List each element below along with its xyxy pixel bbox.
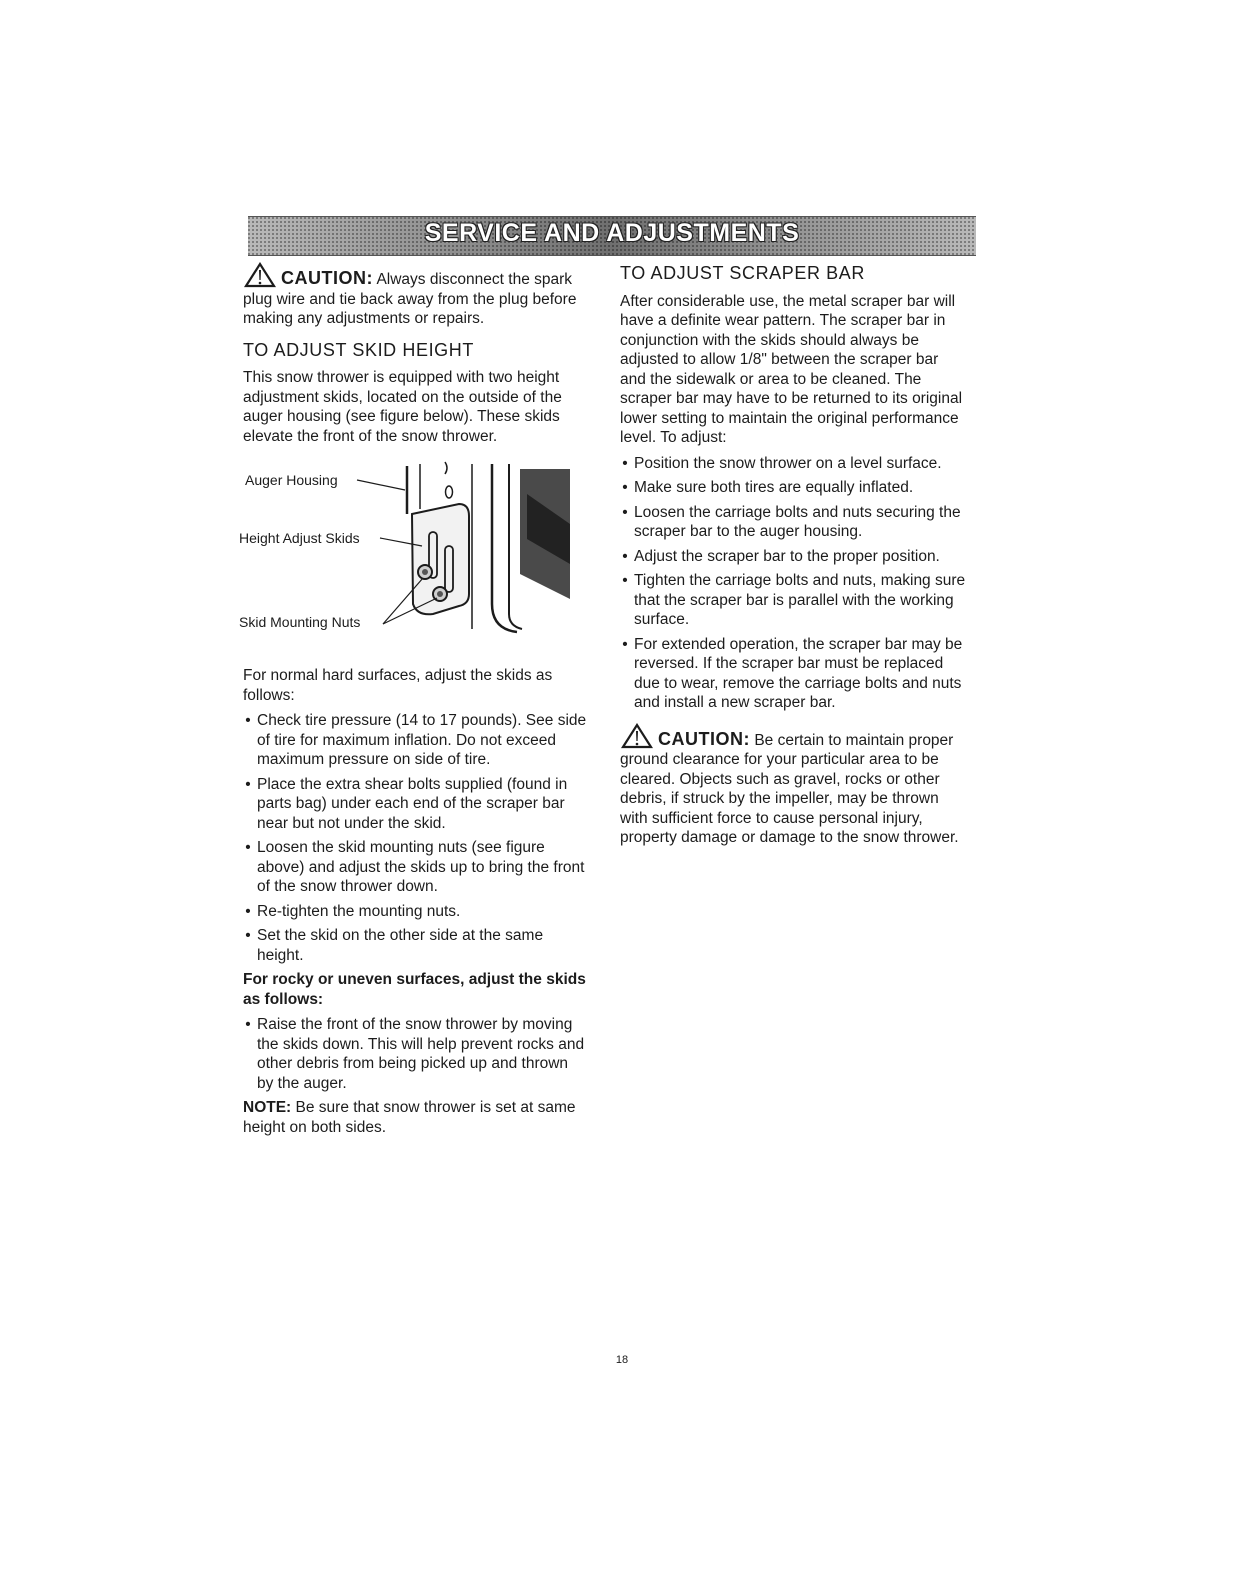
rocky-surfaces-steps (243, 1015, 588, 1093)
skid-intro: This snow thrower is equipped with two height adjustment skids, located on the outside of the auger housing (see figure below). These skids elevate the front of the snow thrower. (243, 369, 562, 445)
list-item: • Re-tighten the mounting nuts. (245, 902, 461, 920)
rocky-surfaces-intro: For rocky or uneven surfaces, adjust the skids as follows: (243, 971, 586, 1008)
list-item: • Raise the front of the snow thrower by moving the skids down. This will help prevent rocks and other debris from being picked up and thrown by the auger. (245, 1016, 585, 1092)
scraper-heading: TO ADJUST SCRAPER BAR (620, 263, 865, 283)
caution-label: CAUTION: (658, 728, 750, 749)
caution-text: Be certain to maintain proper ground clearance for your particular area to be cleared. Objects such as gravel, rocks or other debris, if struck by the impeller, may be thrown with sufficient force to cause personal injury, property damage or damage to the snow thrower. (620, 731, 959, 846)
list-item: • Set the skid on the other side at the same height. (245, 927, 544, 964)
note (243, 1098, 588, 1137)
caution-notice (243, 262, 588, 329)
page-number: 18 (615, 1354, 629, 1366)
caution-label: CAUTION: (281, 268, 373, 288)
list-item: • Place the extra shear bolts supplied (found in parts bag) under each end of the scraper bar near but not under the skid. (245, 775, 568, 832)
warning-triangle-icon (620, 723, 654, 749)
normal-surfaces-steps (243, 711, 588, 965)
list-item: • Make sure both tires are equally inflated. (622, 479, 914, 496)
scraper-steps (620, 454, 966, 713)
label-height-adjust-skids: Height Adjust Skids (239, 530, 360, 546)
list-item: • For extended operation, the scraper bar may be reversed. If the scraper bar must be replaced due to wear, remove the carriage bolts and nuts and install a new scraper bar. (622, 635, 963, 711)
list-item: • Tighten the carriage bolts and nuts, making sure that the scraper bar is parallel with the working surface. (622, 572, 966, 628)
note-label: NOTE: (243, 1099, 292, 1116)
label-auger-housing: Auger Housing (245, 472, 338, 488)
note-text: Be sure that snow thrower is set at same height on both sides. (243, 1099, 576, 1136)
normal-surfaces-intro: For normal hard surfaces, adjust the skids as follows: (243, 667, 553, 704)
skid-figure (237, 454, 582, 654)
banner-title: SERVICE AND ADJUSTMENTS (424, 219, 800, 247)
list-item: • Loosen the carriage bolts and nuts securing the scraper bar to the auger housing. (622, 503, 961, 540)
caution-text: Always disconnect the spark plug wire and tie back away from the plug before making any adjustments or repairs. (243, 271, 577, 327)
caution-notice-2 (620, 723, 966, 848)
left-column (239, 262, 588, 1137)
skid-heading: TO ADJUST SKID HEIGHT (243, 339, 474, 360)
right-column (620, 264, 966, 848)
list-item: • Check tire pressure (14 to 17 pounds). See side of tire for maximum inflation. Do not exceed maximum pressure on side of tire. (245, 712, 587, 768)
list-item: • Adjust the scraper bar to the proper position. (622, 547, 940, 565)
label-skid-mounting-nuts: Skid Mounting Nuts (239, 614, 361, 630)
warning-triangle-icon (243, 262, 277, 288)
section-banner (248, 216, 976, 256)
scraper-intro: After considerable use, the metal scraper bar will have a definite wear pattern. The scraper bar in conjunction with the skids should always be adjusted to allow 1/8" between the scraper bar and the sidewalk or area to be cleaned. The scraper bar may have to be returned to its original lower setting to maintain the original performance level. To adjust: (620, 292, 963, 446)
list-item: • Position the snow thrower on a level surface. (622, 454, 942, 472)
list-item: • Loosen the skid mounting nuts (see figure above) and adjust the skids up to bring the front of the snow thrower down. (245, 839, 585, 895)
